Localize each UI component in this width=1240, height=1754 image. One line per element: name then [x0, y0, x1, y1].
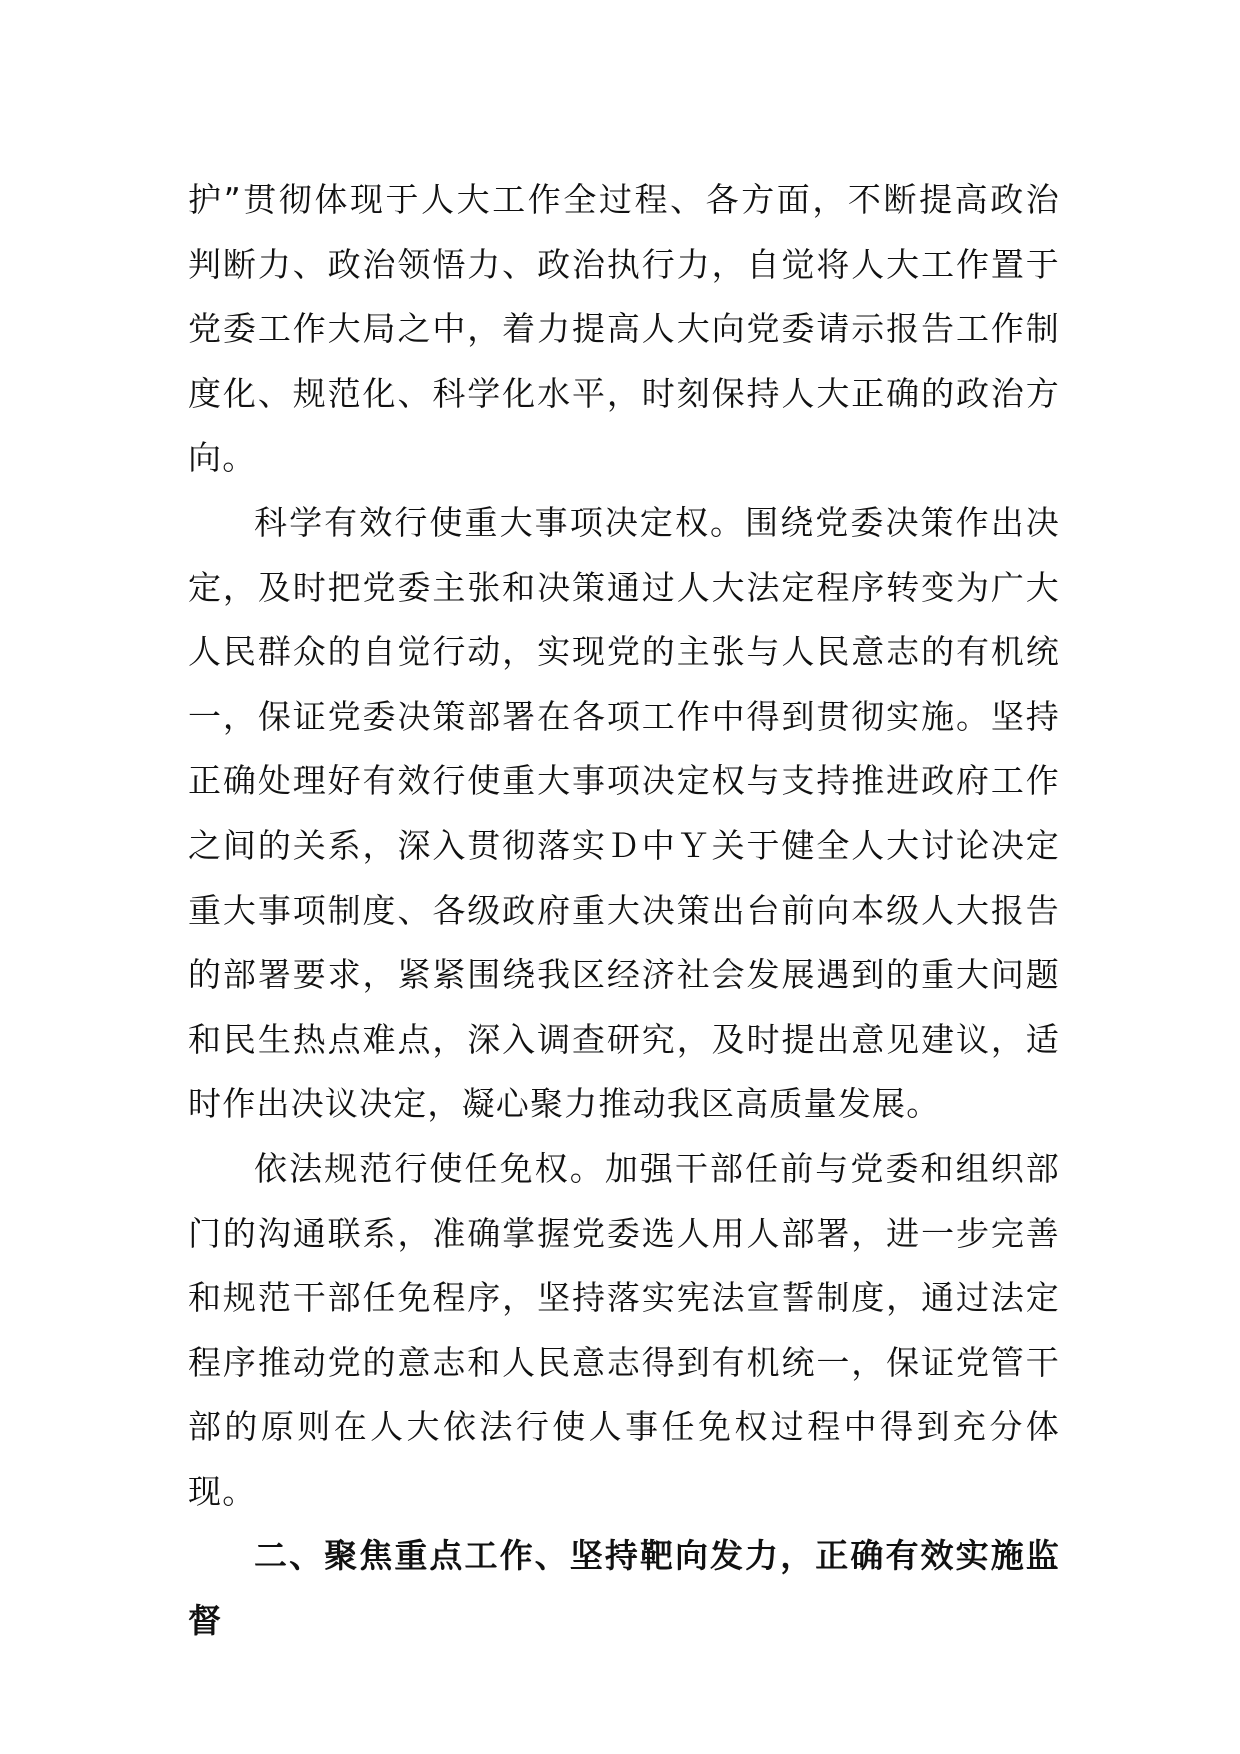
paragraph-decision-power: 科学有效行使重大事项决定权。围绕党委决策作出决定，及时把党委主张和决策通过人大法定程序转变为广大人民群众的自觉行动，实现党的主张与人民意志的有机统一，保证党委决策部署在各项工作中得到贯彻实施。坚持正确处理好有效行使重大事项决定权与支持推进政府工作之间的关系，深入贯彻落实Ｄ中Ｙ关于健全人大讨论决定重大事项制度、各级政府重大决策出台前向本级人大报告的部署要求，紧紧围绕我区经济社会发展遇到的重大问题和民生热点难点，深入调查研究，及时提出意见建议，适时作出决议决定，凝心聚力推动我区高质量发展。: [188, 502, 1060, 1124]
body-text: [188, 168, 1060, 1654]
paragraph-continuation: 护”贯彻体现于人大工作全过程、各方面，不断提高政治判断力、政治领悟力、政治执行力，自觉将人大工作置于党委工作大局之中，着力提高人大向党委请示报告工作制度化、规范化、科学化水平，时刻保持人大正确的政治方向。: [188, 180, 1060, 478]
section-heading: 二、聚焦重点工作、坚持靶向发力，正确有效实施监督: [188, 1536, 1060, 1641]
paragraph-appointment-power: 依法规范行使任免权。加强干部任前与党委和组织部门的沟通联系，准确掌握党委选人用人部署，进一步完善和规范干部任免程序，坚持落实宪法宣誓制度，通过法定程序推动党的意志和人民意志得到有机统一，保证党管干部的原则在人大依法行使人事任免权过程中得到充分体现。: [188, 1148, 1060, 1511]
